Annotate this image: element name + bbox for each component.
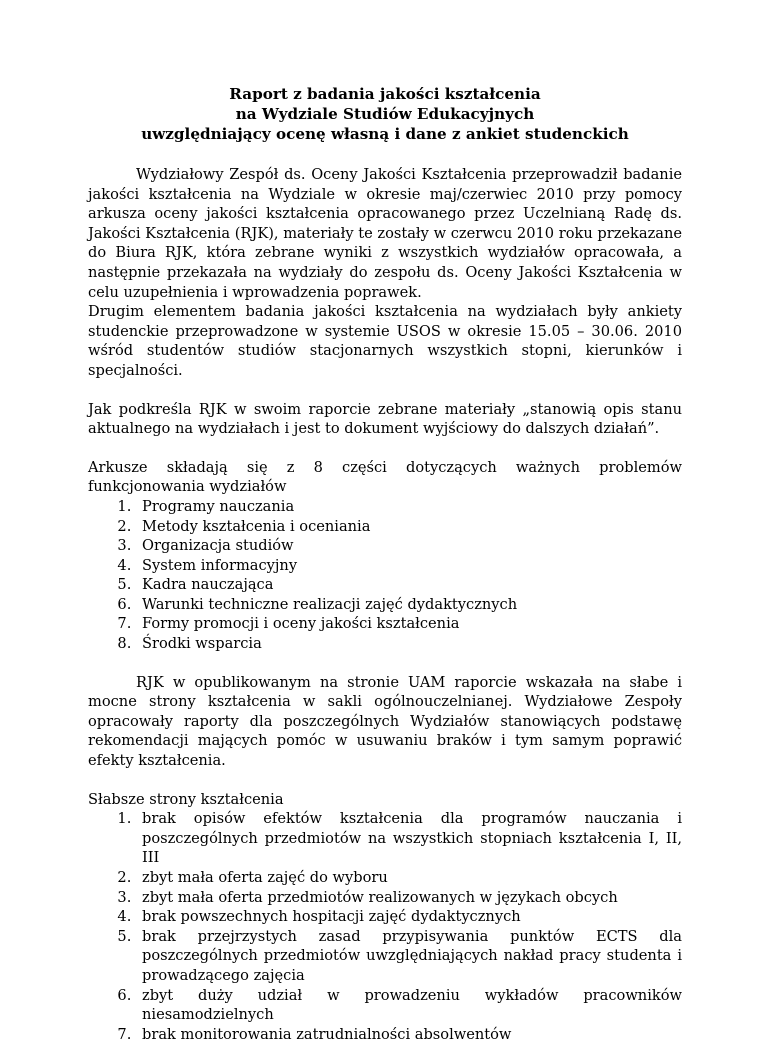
list-item: 5. brak przejrzystych zasad przypisywania punktów ECTS dla poszczególnych przedmiotów uwzględniających nakład pracy studenta i prowadzącego zajęcia [136,927,682,986]
list-item: 1. Programy nauczania [136,497,682,517]
list-item: 3. zbyt mała oferta przedmiotów realizowanych w językach obcych [136,888,682,908]
title-line-3: uwzględniający ocenę własną i dane z ankiet studenckich [141,125,629,143]
paragraph-intro: Wydziałowy Zespół ds. Oceny Jakości Kształcenia przeprowadził badanie jakości kształcenia na Wydziale w okresie maj/czerwiec 2010 przy pomocy arkusza oceny jakości kształcenia opracowanego przez Uczelnianą Radę ds. Jakości Kształcenia (RJK), materiały te zostały w czerwcu 2010 roku przekazane do Biura RJK, która zebrane wyniki z wszystkich wydziałów opracowała, a następnie przekazała na wydziały do zespołu ds. Oceny Jakości Kształcenia w celu uzupełnienia i wprowadzenia poprawek. [88,166,682,301]
paragraph-sheet-parts-intro: Arkusze składają się z 8 części dotyczących ważnych problemów funkcjonowania wydziałów [88,458,682,496]
title-line-2: na Wydziale Studiów Edukacyjnych [235,105,535,123]
list-item: 4. brak powszechnych hospitacji zajęć dydaktycznych [136,907,682,927]
list-item: 7. Formy promocji i oceny jakości kształcenia [136,614,682,634]
document-page [88,84,682,1044]
list-item: 3. Organizacja studiów [136,536,682,556]
list-item: 2. Metody kształcenia i oceniania [136,517,682,537]
list-item: 5. Kadra nauczająca [136,575,682,595]
paragraph-weaknesses-heading: Słabsze strony kształcenia [88,790,284,808]
paragraph-rjk-quote: Jak podkreśla RJK w swoim raporcie zebrane materiały „stanowią opis stanu aktualnego na wydziałach i jest to dokument wyjściowy do dalszych działań”. [88,400,682,438]
weaknesses-list [88,809,682,1044]
sheet-parts-list [88,497,682,654]
list-item: 1. brak opisów efektów kształcenia dla programów nauczania i poszczególnych przedmiotów na wszystkich stopniach kształcenia I, II, III [136,809,682,868]
list-item: 2. zbyt mała oferta zajęć do wyboru [136,868,682,888]
paragraph-surveys: Drugim elementem badania jakości kształcenia na wydziałach były ankiety studenckie przeprowadzone w systemie USOS w okresie 15.05 – 30.06. 2010 wśród studentów studiów stacjonarnych wszystkich stopni, kierunków i specjalności. [88,303,682,379]
report-title [88,84,682,144]
list-item: 7. brak monitorowania zatrudnialności absolwentów [136,1025,682,1044]
list-item: 4. System informacyjny [136,556,682,576]
list-item: 8. Środki wsparcia [136,634,682,654]
list-item: 6. Warunki techniczne realizacji zajęć dydaktycznych [136,595,682,615]
list-item: 6. zbyt duży udział w prowadzeniu wykładów pracowników niesamodzielnych [136,986,682,1025]
title-line-1: Raport z badania jakości kształcenia [229,85,541,103]
paragraph-rjk-report: RJK w opublikowanym na stronie UAM raporcie wskazała na słabe i mocne strony kształcenia w sakli ogólnouczelnianej. Wydziałowe Zespoły opracowały raporty dla poszczególnych Wydziałów stanowiących podstawę rekomendacji mających pomóc w usuwaniu braków i tym samym poprawić efekty kształcenia. [88,673,682,770]
